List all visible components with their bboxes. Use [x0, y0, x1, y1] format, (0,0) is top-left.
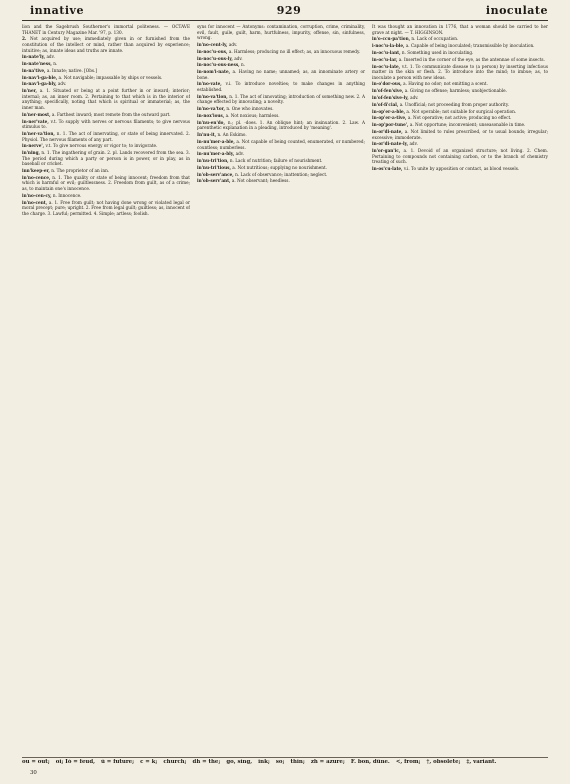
- entry-headword: in'nu-tri'tion,: [197, 158, 229, 164]
- page-number: 929: [276, 4, 302, 17]
- dictionary-entry: [372, 95, 548, 101]
- entry-headword: in'no-vate,: [197, 81, 222, 87]
- entry-definition: It was thought an innovation in 1776, that a woman should be carried to her grave at night. — T. HIGGINSON.: [372, 24, 548, 35]
- key-item: church;: [163, 759, 187, 765]
- entry-headword: in'o-ccu-pa'tion,: [372, 36, 411, 42]
- entry-definition: a. Not navigable; impassable by ships or vessels.: [58, 74, 163, 80]
- entry-headword: In'nu-it,: [197, 132, 217, 138]
- entry-headword: in-op'er-a-ble,: [372, 108, 406, 114]
- entry-headword: in'no-cent-ly,: [197, 41, 228, 47]
- key-item: go, sing,: [226, 759, 253, 765]
- dictionary-entry: [22, 150, 190, 167]
- entry-definition: adv.: [409, 141, 418, 147]
- key-item: ‡, variant.: [466, 759, 497, 765]
- entry-definition: n. The proprietor of an inn.: [51, 168, 110, 174]
- entry-definition: adv.: [57, 81, 67, 87]
- dictionary-entry: [197, 94, 365, 105]
- entry-definition: n. An Eskimo.: [217, 132, 247, 138]
- dictionary-entry: [22, 75, 190, 81]
- guide-word-left: innative: [30, 4, 84, 17]
- dictionary-entry: [372, 102, 548, 108]
- entry-definition: a. Unofficial; not proceeding from proper authority.: [399, 101, 509, 107]
- dictionary-entry: [22, 24, 190, 35]
- entry-headword: in'ner,: [22, 88, 37, 94]
- key-item: zh = azure;: [310, 759, 345, 765]
- entry-definition: v.t. 1. To communicate disease to (a person) by inserting infectious matter in the skin or flesh. 2. To introduce into the mind; to imbue; as, to inoculate a person with new ideas.: [372, 63, 548, 80]
- dictionary-entry: [372, 50, 548, 56]
- column-3: [372, 24, 548, 754]
- dictionary-entry: [372, 43, 548, 49]
- entry-headword: in'no-cen-cy,: [22, 192, 52, 198]
- entry-definition: lion and the Sagebrush Southerner's immortal politeness. — OCTAVE THANET in Century Magazine Mar. '97, p. 130.: [22, 24, 190, 35]
- entry-headword: 2.: [22, 36, 27, 42]
- entry-headword: in-op'por-tune',: [372, 122, 409, 128]
- page-header: [30, 4, 548, 20]
- dictionary-entry: [22, 61, 190, 67]
- entry-headword: in-noc'u-ous-ly,: [197, 55, 233, 61]
- key-item: so;: [275, 759, 285, 765]
- pronunciation-key: [22, 759, 548, 765]
- entry-definition: a. Not opportune; inconvenient; unseasonable in time.: [409, 122, 526, 128]
- entry-headword: in-noc'u-ous,: [197, 48, 228, 54]
- entry-definition: adv.: [235, 151, 244, 157]
- dictionary-entry: [197, 42, 365, 48]
- entry-headword: in'nu-tri'tious,: [197, 164, 231, 170]
- entry-definition: v.t. To give nervous energy or vigor to; to invigorate.: [45, 143, 158, 149]
- dictionary-entry: [372, 81, 548, 87]
- entry-definition: a. Having no name; unnamed; as, an innominate artery or bone.: [197, 69, 365, 80]
- dictionary-entry: [197, 62, 365, 68]
- key-item: ink;: [258, 759, 270, 765]
- entry-definition: n. Innocence.: [52, 192, 82, 198]
- entry-definition: n. Lack of nutrition; failure of nourishment.: [229, 158, 323, 164]
- entry-definition: a. 1. Free from guilt; not having done wrong or violated legal or moral precept; pure; upright. 2. Free from legal guilt; guiltless; as, innocent of the charge. 3. Lawful; permitted. 4. Simple; artless; foolish.: [22, 199, 190, 216]
- entry-headword: in'ner-va'tion,: [22, 130, 55, 136]
- entry-headword: in'nu-en'do,: [197, 119, 225, 125]
- dictionary-entry: [22, 200, 190, 217]
- dictionary-entry: [197, 81, 365, 92]
- dictionary-entry: [197, 24, 365, 41]
- entry-definition: n. 1. The quality or state of being innocent; freedom from that which is harmful or evil; guiltlessness. 2. Freedom from guilt, as of a crime; as, to maintain one's innocence.: [22, 174, 190, 192]
- footer-rule: [22, 757, 548, 758]
- dictionary-entry: [372, 36, 548, 42]
- dictionary-entry: [197, 49, 365, 55]
- dictionary-entry: [22, 54, 190, 60]
- entry-headword: in-o'dor-ous,: [372, 81, 402, 87]
- entry-definition: a. Not operable; not suitable for surgical operation.: [406, 108, 517, 114]
- entry-definition: n. 1. The act of innovating; introduction of something new. 2. A change effected by innovating; a novelty.: [197, 93, 365, 105]
- dictionary-entry: [372, 141, 548, 147]
- entry-definition: n.: [240, 62, 246, 68]
- entry-headword: in'ob-serv'ance,: [197, 171, 234, 177]
- dictionary-entry: [197, 165, 365, 171]
- dictionary-entry: [197, 56, 365, 62]
- entry-definition: v.i. To unite by apposition or contact, as blood vessels.: [403, 166, 520, 172]
- dictionary-entry: [22, 175, 190, 192]
- dictionary-entry: [197, 120, 365, 131]
- key-item: F. bon, dûne.: [350, 759, 390, 765]
- entry-headword: in'no-va'tion,: [197, 93, 228, 99]
- entry-definition: a. Not observant; heedless.: [231, 178, 290, 184]
- dictionary-entry: [197, 106, 365, 112]
- entry-definition: n.: [53, 61, 58, 67]
- entry-definition: adv.: [228, 41, 238, 47]
- key-item: c = k;: [140, 759, 158, 765]
- entry-definition: adv.: [234, 55, 243, 61]
- entry-definition: n. Lack of observance; inattention; neglect.: [235, 171, 328, 177]
- column-1: [22, 24, 190, 754]
- dictionary-entry: [197, 139, 365, 150]
- entry-definition: n. One who innovates.: [226, 106, 274, 112]
- entry-headword: in'no-cence,: [22, 174, 51, 180]
- entry-definition: a. Inserted in the corner of the eye, as the antennae of some insects.: [398, 56, 545, 62]
- entry-headword: in-nav'i-ga-ble,: [22, 74, 58, 80]
- key-item: dh = the;: [192, 759, 221, 765]
- entry-headword: in-nav'i-ga-bly,: [22, 81, 57, 87]
- page-marker: 30: [30, 770, 37, 776]
- dictionary-entry: [197, 69, 365, 80]
- dictionary-entry: [197, 172, 365, 178]
- entry-definition: n. Lack of occupation.: [411, 36, 459, 42]
- entry-headword: in-oc'u-late,: [372, 63, 401, 69]
- entry-definition: a. Giving no offense; harmless; unobjectionable.: [404, 88, 507, 94]
- entry-definition: n. Something used in inoculating.: [401, 49, 474, 55]
- header-rule: [22, 20, 548, 21]
- entry-headword: in-oc'u-lant,: [372, 49, 401, 55]
- entry-definition: a. Not limited to rules prescribed, or to usual bounds; irregular; excessive; immoderate.: [372, 128, 548, 140]
- dictionary-entry: [22, 36, 190, 53]
- dictionary-entry: [22, 88, 190, 110]
- entry-headword: in-or'di-nate,: [372, 128, 403, 134]
- entry-definition: a. Not operative; not active; producing no effect.: [407, 115, 512, 121]
- entry-definition: adv.: [46, 54, 55, 60]
- entry-definition: v.t. To supply with nerves or nervous filaments; to give nervous stimulus to.: [22, 118, 190, 130]
- entry-definition: a. Having no odor; not emitting a scent.: [403, 81, 488, 87]
- dictionary-entry: [22, 112, 190, 118]
- dictionary-entry: [372, 122, 548, 128]
- dictionary-entry: [22, 143, 190, 149]
- entry-headword: in'ob-serv'ant,: [197, 178, 231, 184]
- dictionary-entry: [22, 81, 190, 87]
- entry-headword: in-or'di-nate-ly,: [372, 141, 409, 147]
- entry-headword: in-nate'ness,: [22, 61, 52, 67]
- dictionary-entry: [22, 168, 190, 174]
- key-item: ü = future;: [101, 759, 135, 765]
- entry-headword: in'no-va'tor,: [197, 106, 226, 112]
- dictionary-entry: [372, 166, 548, 172]
- entry-headword: in-oc'u-lar,: [372, 56, 398, 62]
- entry-headword: in-nerve',: [22, 143, 45, 149]
- dictionary-entry: [372, 88, 548, 94]
- key-item: oi; Ió = feud,: [55, 759, 95, 765]
- dictionary-entry: [372, 148, 548, 165]
- entry-definition: adv.: [410, 95, 419, 101]
- entry-definition: v.i. To introduce novelties; to make changes in anything established.: [197, 81, 365, 93]
- entry-headword: in'ner-most,: [22, 111, 51, 117]
- key-item: thin;: [290, 759, 305, 765]
- entry-definition: syns for innocent — Antonyms: contamination, corruption, crime, criminality, evil, fault, guile, guilt, harm, hurtfulness, impurity, offense, sin, sinfulness, wrong.: [197, 24, 365, 41]
- entry-definition: a. Not capable of being counted, enumerated, or numbered; countless; numberless.: [197, 138, 365, 150]
- entry-headword: in'of-fi'cial,: [372, 101, 399, 107]
- dictionary-entry: [372, 115, 548, 121]
- key-item: †, obsolete;: [426, 759, 461, 765]
- dictionary-entry: [22, 193, 190, 199]
- dictionary-entry: [372, 24, 548, 35]
- entry-headword: in-op'er-a-tive,: [372, 115, 407, 121]
- key-item: <, from;: [395, 759, 421, 765]
- entry-headword: in-nu'mer-a-bly,: [197, 151, 235, 157]
- entry-headword: in'no-cent,: [22, 199, 48, 205]
- entry-definition: n. 1. The ingathering of grain. 2. pl. Lands recovered from the sea. 3. The period during which a party or person is in power, or in play, as in baseball or cricket.: [22, 150, 190, 167]
- key-item: ou = out;: [22, 759, 50, 765]
- entry-headword: in-nom'i-nate,: [197, 69, 231, 75]
- entry-headword: in-na'tive,: [22, 67, 46, 73]
- entry-definition: n.; pl. -does. 1. An oblique hint; an insinuation. 2. Law. A parenthetic explanation in a pleading, introduced by 'meaning'.: [197, 119, 365, 131]
- dictionary-entry: [22, 131, 190, 142]
- entry-definition: n. 1. The act of innervating, or state of being innervated. 2. Physiol. The nervous filaments of any part.: [22, 130, 190, 142]
- guide-word-right: inoculate: [485, 4, 548, 17]
- column-2: [197, 24, 365, 754]
- dictionary-entry: [22, 68, 190, 74]
- entry-headword: in-noc'u-ous-ness,: [197, 62, 240, 68]
- entry-headword: inn'keep-er,: [22, 168, 50, 174]
- dictionary-entry: [372, 64, 548, 81]
- entry-definition: a. Innate; native. [Obs.]: [46, 67, 98, 73]
- entry-headword: in'ning,: [22, 150, 40, 156]
- entry-definition: Not acquired by use; immediately given in or furnished from the constitution of the intellect or mind, rather than acquired by experience; intuitive; as, innate ideas and truths are innate.: [22, 36, 190, 53]
- dictionary-entry: [197, 178, 365, 184]
- dictionary-entry: [197, 113, 365, 119]
- entry-definition: a. Capable of being inoculated; transmissible by inoculation.: [405, 43, 535, 49]
- entry-headword: in-nate'ly,: [22, 54, 46, 60]
- dictionary-entry: [197, 132, 365, 138]
- entry-headword: in'of-fen'sive-ly,: [372, 95, 409, 101]
- entry-definition: a. 1. Devoid of an organized structure; not living. 2. Chem. Pertaining to compounds not containing carbon, or to the branch of chemistry treating of such.: [372, 148, 548, 165]
- dictionary-entry: [197, 151, 365, 157]
- dictionary-entry: [197, 158, 365, 164]
- dictionary-entry: [22, 119, 190, 130]
- entry-definition: a. Not nutritious; supplying no nourishment.: [232, 164, 327, 170]
- entry-definition: a. 1. Situated or being at a point further in or inward; interior; internal; as, an inner room. 2. Pertaining to that which is in the interior of anything; specifically, noting that which is spiritual or immaterial; as, the inner man.: [22, 88, 190, 111]
- dictionary-entry: [372, 129, 548, 140]
- dictionary-entry: [372, 57, 548, 63]
- dictionary-entry: [372, 109, 548, 115]
- entry-definition: a. Harmless; producing no ill effect; as, an innocuous remedy.: [228, 48, 361, 54]
- entry-definition: a. Farthest inward; most remote from the outward part.: [51, 111, 171, 117]
- entry-headword: in-nu'mer-a-ble,: [197, 138, 235, 144]
- entry-headword: in-nox'ious,: [197, 113, 225, 118]
- entry-headword: in'or-gan'ic,: [372, 148, 401, 154]
- entry-headword: i-noc'u-la-ble,: [372, 43, 405, 49]
- entry-headword: in-os'cu-late,: [372, 166, 403, 172]
- entry-headword: in-ner'vate,: [22, 118, 49, 124]
- entry-definition: a. Not noxious; harmless.: [225, 113, 280, 118]
- entry-headword: in'of-fen'sive,: [372, 88, 404, 94]
